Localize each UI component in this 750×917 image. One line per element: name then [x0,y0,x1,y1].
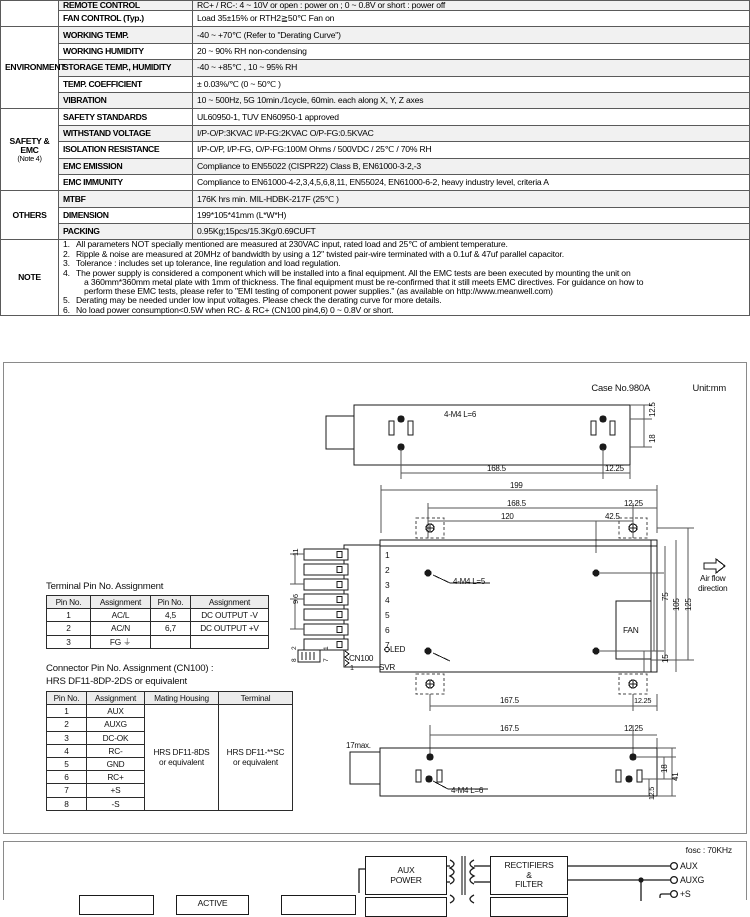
spec-parameter-label: DIMENSION [59,207,193,223]
dim-main-120: 120 [501,512,514,521]
dim-top-18: 18 [648,434,657,443]
spec-row [1,11,750,27]
drawing-pin-number: 1 [385,550,390,560]
output-label-plus-s: +S [680,889,691,899]
terminal-header-cell: Pin No. [47,596,91,609]
connector-pin-title-1: Connector Pin No. Assignment (CN100) : [46,663,214,674]
terminal-pin-title: Terminal Pin No. Assignment [46,581,164,592]
dim-top-12-5: 12.5 [648,402,657,417]
spec-parameter-label: FAN CONTROL (Typ.) [59,11,193,27]
spec-parameter-label: WORKING HUMIDITY [59,43,193,59]
dim-depth-15: 15 [661,654,670,663]
terminal-header-cell: Assignment [91,596,151,609]
spec-parameter-label: PACKING [59,224,193,240]
spec-parameter-value: ± 0.03%/℃ (0 ~ 50℃ ) [193,76,750,92]
connector-cell: AUXG [87,718,145,731]
spec-parameter-value: 199*105*41mm (L*W*H) [193,207,750,223]
dim-depth-75: 75 [661,592,670,601]
dim-pin-11: 11 [291,548,300,556]
note-line: The power supply is considered a component which will be installed into a final equipment. All the EMC tests are been executed by mounting the unit on [76,267,631,278]
spec-row [1,191,750,207]
note-line: Tolerance : includes set up tolerance, line regulation and load regulation. [76,258,341,269]
dim-depth-105: 105 [672,598,681,611]
block-bottom-4 [365,897,447,917]
notes-content [59,240,750,315]
connector-header-cell: Pin No. [47,692,87,705]
callout-screw-bottom: 4-M4 L=6 [451,786,484,795]
block-diagram-panel [3,841,747,909]
cn-label-1: 1 [323,646,330,650]
spec-parameter-label: TEMP. COEFFICIENT [59,76,193,92]
connector-cell: RC- [87,744,145,757]
callout-screw-main: 4-M4 L=5 [453,577,486,586]
connector-cell: 3 [47,731,87,744]
mechanical-drawings [4,363,748,835]
dim-top-12-25: 12.25 [605,464,624,473]
spec-parameter-value: 10 ~ 500Hz, 5G 10min./1cycle, 60min. each along X, Y, Z axes [193,92,750,108]
spec-row [1,158,750,174]
terminal-cell: FG ⏚ [91,635,151,648]
dim-main-12-25: 12.25 [624,499,643,508]
drawing-pin-number: 4 [385,595,390,605]
note-line: a 360mm*360mm metal plate with 1mm of thickness. The final equipment must be re-confirmed that it still meets EMC directives. For guidance on how to [84,276,644,287]
drawing-pin-number: 6 [385,625,390,635]
note-line: No load power consumption<0.5W when RC- & RC+ (CN100 pin4,6) 0 ~ 0.8V or short. [76,304,394,315]
spec-parameter-value: Load 35±15% or RTH2≧50℃ Fan on [193,11,750,27]
dim-side-12-5: 12.5 [647,787,656,800]
spec-parameter-label: SAFETY STANDARDS [59,109,193,125]
dim-bottom-12-25-b: 12.25 [624,724,643,733]
mating-housing-l1: HRS DF11-8DS [153,747,210,758]
cn-label-8: 8 [291,658,298,662]
connector-cell: 2 [47,718,87,731]
connector-cell: 1 [47,705,87,718]
dim-bottom-167-5-a: 167.5 [500,696,519,705]
note-line: Derating may be needed under low input voltages. Please check the derating curve for more details. [76,295,442,306]
terminal-cell: 2 [47,622,91,635]
block-aux-power-line1: AUX [397,864,415,875]
spec-row [1,174,750,190]
notes-group-label: NOTE [1,240,59,315]
note-number: 1. [63,239,70,250]
spec-parameter-label: EMC EMISSION [59,158,193,174]
airflow-label-line2: direction [698,583,728,593]
spec-parameter-value: RC+ / RC-: 4 ~ 10V or open : power on ; 0 ~ 0.8V or short : power off [193,1,750,11]
connector-header-cell: Mating Housing [145,692,219,705]
spec-parameter-label: WORKING TEMP. [59,27,193,43]
spec-row [1,142,750,158]
spec-group-label [1,1,59,27]
drawing-pin-number: 2 [385,565,390,575]
mating-housing-l2: or equivalent [159,757,204,768]
spec-row [1,109,750,125]
output-label-aux: AUX [680,861,698,871]
block-diagram-wires [4,842,748,901]
note-line: perform these EMC tests, please refer to "EMI testing of component power supplies." (as available on http://www.meanwell.com) [84,285,553,296]
terminal-l2: or equivalent [233,757,278,768]
dim-main-42-5: 42.5 [605,512,620,521]
dim-main-199: 199 [510,481,523,490]
dim-side-41: 41 [671,772,680,781]
connector-cell: 5 [47,757,87,770]
spec-parameter-value: I/P-O/P:3KVAC I/P-FG:2KVAC O/P-FG:0.5KVAC [193,125,750,141]
callout-screw-top: 4-M4 L=6 [444,410,477,419]
cn-label-7: 7 [323,658,330,662]
terminal-cell: DC OUTPUT -V [191,609,269,622]
note-number: 2. [63,248,70,259]
connector-cell: AUX [87,705,145,718]
spec-parameter-value: -40 ~ +70℃ (Refer to "Derating Curve") [193,27,750,43]
drawing-pin-number: 7 [385,640,390,650]
spec-parameter-label: WITHSTAND VOLTAGE [59,125,193,141]
note-line: All parameters NOT specially mentioned are measured at 230VAC input, rated load and 25℃ of ambient temperature. [76,239,508,250]
mechanical-panel [3,362,747,834]
connector-header-cell: Terminal [219,692,293,705]
dim-side-18: 18 [660,764,669,773]
case-number: Case No.980A [591,382,650,393]
terminal-cell: 1 [47,609,91,622]
unit-label: Unit:mm [692,382,726,393]
cn-label-2: 2 [291,646,298,650]
airflow-label-line1: Air flow [700,573,726,583]
spec-row [1,43,750,59]
spec-parameter-value: UL60950-1, TUV EN60950-1 approved [193,109,750,125]
connector-cell: -S [87,797,145,810]
spec-group-note: (Note 4) [17,153,42,163]
dim-bottom-12-25-a: 12.25 [634,696,652,705]
spec-group-label: OTHERS [1,191,59,240]
spec-parameter-value: I/P-O/P, I/P-FG, O/P-FG:100M Ohms / 500VDC / 25℃ / 70% RH [193,142,750,158]
spec-parameter-value: Compliance to EN61000-4-2,3,4,5,6,8,11, EN55024, EN61000-6-2, heavy industry level, criteria A [193,174,750,190]
spec-parameter-value: 0.95Kg;15pcs/15.3Kg/0.69CUFT [193,224,750,240]
spec-parameter-value: Compliance to EN55022 (CISPR22) Class B, EN61000-3-2,-3 [193,158,750,174]
terminal-cell: 4,5 [151,609,191,622]
spec-row [1,60,750,76]
block-active-label: ACTIVE [197,898,228,909]
dim-bottom-167-5-b: 167.5 [500,724,519,733]
spec-row [1,76,750,92]
dim-top-168-5: 168.5 [487,464,506,473]
dim-side-17max: 17max. [346,741,371,750]
spec-row [1,224,750,240]
dim-main-168-5: 168.5 [507,499,526,508]
spec-row [1,92,750,108]
spec-parameter-label: ISOLATION RESISTANCE [59,142,193,158]
callout-led: LED [390,645,406,654]
note-number: 4. [63,267,70,278]
connector-cell: 4 [47,744,87,757]
cn-bottom-pin-1: 1 [350,663,354,672]
callout-cn100: CN100 [349,654,374,663]
connector-cell: +S [87,784,145,797]
drawing-pin-number: 5 [385,610,390,620]
notes-row [1,240,750,315]
connector-cell: 8 [47,797,87,810]
spec-row [1,207,750,223]
block-bottom-1 [79,895,154,915]
fosc-label: fosc : 70KHz [685,845,732,855]
spec-parameter-label: REMOTE CONTROL [59,1,193,11]
spec-row [1,1,750,11]
spec-parameter-value: 20 ~ 90% RH non-condensing [193,43,750,59]
spec-group-label: ENVIRONMENT [1,27,59,109]
terminal-cell: DC OUTPUT +V [191,622,269,635]
terminal-cell: 6,7 [151,622,191,635]
callout-fan: FAN [623,625,639,635]
spec-group-label: SAFETY & EMC (Note 4) [1,109,59,191]
terminal-l1: HRS DF11-**SC [226,747,285,758]
dim-pin-9-6: 9.6 [291,594,300,604]
spec-row [1,125,750,141]
note-number: 3. [63,258,70,269]
spec-parameter-label: VIBRATION [59,92,193,108]
terminal-header-cell: Pin No. [151,596,191,609]
block-bottom-5 [490,897,568,917]
block-rect-line1: RECTIFIERS [504,860,554,871]
block-aux-power-line2: POWER [390,874,422,885]
note-item [63,306,745,315]
terminal-cell: 3 [47,635,91,648]
output-label-auxg: AUXG [680,875,705,885]
note-number: 6. [63,304,70,315]
block-rect-line3: FILTER [515,879,543,890]
dim-depth-125: 125 [684,598,693,611]
callout-svr: SVR [379,663,396,672]
drawing-pin-number: 3 [385,580,390,590]
note-number: 5. [63,295,70,306]
note-line: Ripple & noise are measured at 20MHz of bandwidth by using a 12" twisted pair-wire terminated with a 0.1uf & 47uf parallel capacitor. [76,248,565,259]
spec-parameter-value: -40 ~ +85℃ , 10 ~ 95% RH [193,60,750,76]
specification-table [0,0,750,316]
spec-parameter-label: EMC IMMUNITY [59,174,193,190]
terminal-cell: AC/L [91,609,151,622]
block-active [176,895,249,915]
connector-pin-title-2: HRS DF11-8DP-2DS or equivalent [46,676,187,687]
terminal-cell: AC/N [91,622,151,635]
block-rect-line2: & [526,869,532,880]
connector-cell: GND [87,757,145,770]
spec-row [1,27,750,43]
terminal-header-cell: Assignment [191,596,269,609]
spec-parameter-label: MTBF [59,191,193,207]
connector-header-cell: Assignment [87,692,145,705]
block-bottom-3 [281,895,356,915]
note-item [63,269,745,296]
connector-cell: DC-OK [87,731,145,744]
connector-cell: RC+ [87,771,145,784]
spec-parameter-label: STORAGE TEMP., HUMIDITY [59,60,193,76]
spec-parameter-value: 176K hrs min. MIL-HDBK-217F (25℃ ) [193,191,750,207]
connector-cell: 6 [47,771,87,784]
connector-cell: 7 [47,784,87,797]
